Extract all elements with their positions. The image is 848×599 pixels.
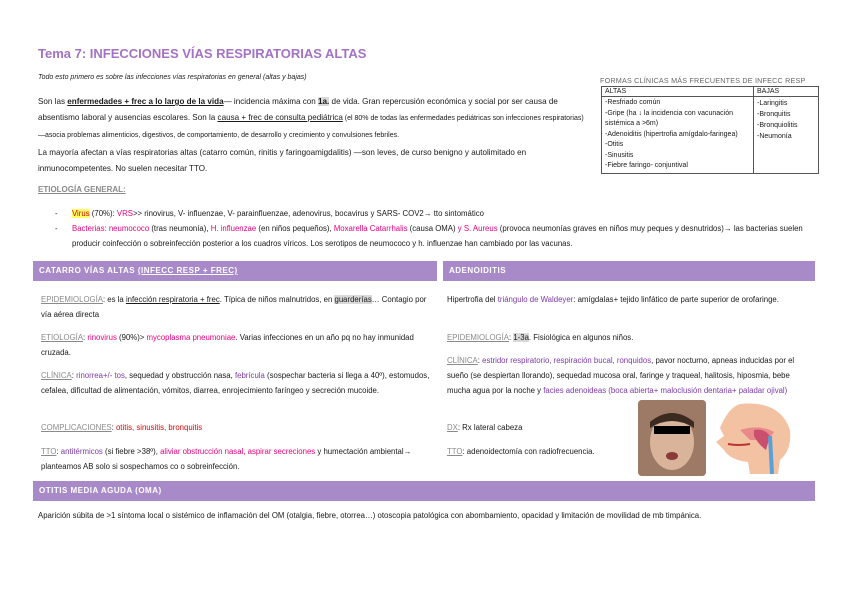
page-title: Tema 7: INFECCIONES VÍAS RESPIRATORIAS ALTAS xyxy=(38,46,367,61)
oma-section-bar: OTITIS MEDIA AGUDA (OMA) xyxy=(33,481,815,501)
altas-item: -Fiebre faringo- conjuntival xyxy=(605,162,688,169)
etiologia-heading: ETIOLOGÍA GENERAL: xyxy=(38,185,126,194)
catarro-etiologia: ETIOLOGÍA: rinovirus (90%)> mycoplasma pneumoniae. Varias infecciones en un año pq no hay inmunidad cruzada. xyxy=(41,333,414,357)
catarro-clinica: CLÍNICA: rinorrea+/- tos, sequedad y obstrucción nasa, febrícula (sospechar bacteria si llega a 40º), estomudos, cefalea, dificultad de alimentación, vómitos, diarrea, enrojecimiento faríngeo y secreción mucoide. xyxy=(41,371,430,395)
adenoiditis-section-bar: ADENOIDITIS xyxy=(443,261,815,281)
intro-note: Todo esto primero es sobre las infecciones vías respiratorias en general (altas y bajas) xyxy=(38,74,307,81)
catarro-complicaciones: COMPLICACIONES: otitis, sinusitis, bronquitis xyxy=(41,423,203,432)
etiologia-list xyxy=(52,206,822,251)
forms-col-bajas: BAJAS xyxy=(754,87,819,97)
adenoiditis-clinica: CLÍNICA: estridor respiratorio, respiración bucal, ronquidos, pavor nocturno, apneas inducidas por el sueño (se despiertan llorando), sequedad mucosa oral, faringe y traqueal, halitosis, hiposmia, bebe mucha agua por la noche y facies adenoideas (boca abierta+ maloclusión dentaria+ paladar ojival) xyxy=(447,356,795,395)
bajas-item: -Bronquiolitis xyxy=(757,122,798,129)
child-face-image xyxy=(638,400,706,476)
catarro-epidemiologia: EPIDEMIOLOGÍA: es la infección respiratoria + frec. Típica de niños malnutridos, en guarderías… Contagio por vía aérea directa xyxy=(41,295,427,319)
adenoiditis-epidemiologia: EPIDEMIOLOGÍA: 1-3a. Fisiológica en algunos niños. xyxy=(447,333,634,342)
bajas-item: -Bronquitis xyxy=(757,111,791,118)
oma-definicion: Aparición súbita de >1 síntoma local o sistémico de inflamación del OM (otalgia, fiebre, otorrea…) otoscopia patológica con abombamiento, opacidad y limitación de movilidad de mb timpánica. xyxy=(38,511,702,520)
adenoiditis-tto: TTO: adenoidectomía con radiofrecuencia. xyxy=(447,447,595,456)
bajas-item: -Laringitis xyxy=(757,100,788,107)
forms-table xyxy=(601,86,819,174)
forms-col-altas: ALTAS xyxy=(602,87,754,97)
adenoiditis-definicion: Hipertrofia del triángulo de Waldeyer: amígdalas+ tejido linfático de parte superior de orofaringe. xyxy=(447,295,779,304)
altas-item: -Gripe (ha ↓ la incidencia con vacunación sistémica a >6m) xyxy=(605,109,734,127)
forms-table-title: FORMAS CLÍNICAS MÁS FRECUENTES DE INFECC RESP xyxy=(600,76,806,85)
altas-item: -Otitis xyxy=(605,141,624,148)
bajas-item: -Neumonía xyxy=(757,133,792,140)
etiologia-bacterias: - Bacterias: neumococo (tras neumonía), H. influenzae (en niños pequeños), Moxarella Catarrhalis (causa OMA) y S. Aureus (provoca neumonías graves en niños muy peques y desnutridos)→ las bacterias suelen producir coinfección o sobreinfección posterior a los cuadros víricos. Los serotipos de neumococo y h. influenzae han cambiado por las vacunas. xyxy=(52,221,822,251)
adenoid-anatomy-diagram xyxy=(710,400,800,476)
catarro-tto: TTO: antitérmicos (si fiebre >38º), aliviar obstrucción nasal, aspirar secreciones y humectación ambiental→ planteamos AB solo si sospechamos co o sobreinfección. xyxy=(41,447,412,471)
etiologia-virus: - Virus (70%): VRS>> rinovirus, V- influenzae, V- parainfluenzae, adenovirus, bocavirus y SARS- COV2→ tto sintomático xyxy=(52,206,822,221)
intro-paragraph-2: La mayoría afectan a vías respiratorias altas (catarro común, rinitis y faringoamigdalitis) —son leves, de curso benigno y autolimitado en inmunocompetentes. No suelen necesitar TTO. xyxy=(38,148,527,173)
anatomy-diagram-image xyxy=(710,400,800,476)
adenoid-facies-photo xyxy=(638,400,706,476)
adenoiditis-dx: DX: Rx lateral cabeza xyxy=(447,423,523,432)
altas-item: -Sinusitis xyxy=(605,151,634,159)
intro-paragraph-1: Son las enfermedades + frec a lo largo de la vida— incidencia máxima con 1a. de vida. Gran repercusión económica y social por ser causa de absentismo laboral y ausencias escolares. Son la causa + frec de consulta pediátrica (el 80% de todas las enfermedades pediátricas son infecciones respiratorias) —asocia problemas alimenticios, digestivos, de comportamiento, de desarrollo y crecimiento y convulsiones febriles. xyxy=(38,97,584,139)
altas-item: -Resfriado común xyxy=(605,99,661,106)
altas-item: -Adenoiditis (hipertrofia amígdalo-faringea) xyxy=(605,130,738,138)
catarro-section-bar: CATARRO VÍAS ALTAS (INFECC RESP + FREC) xyxy=(33,261,437,281)
